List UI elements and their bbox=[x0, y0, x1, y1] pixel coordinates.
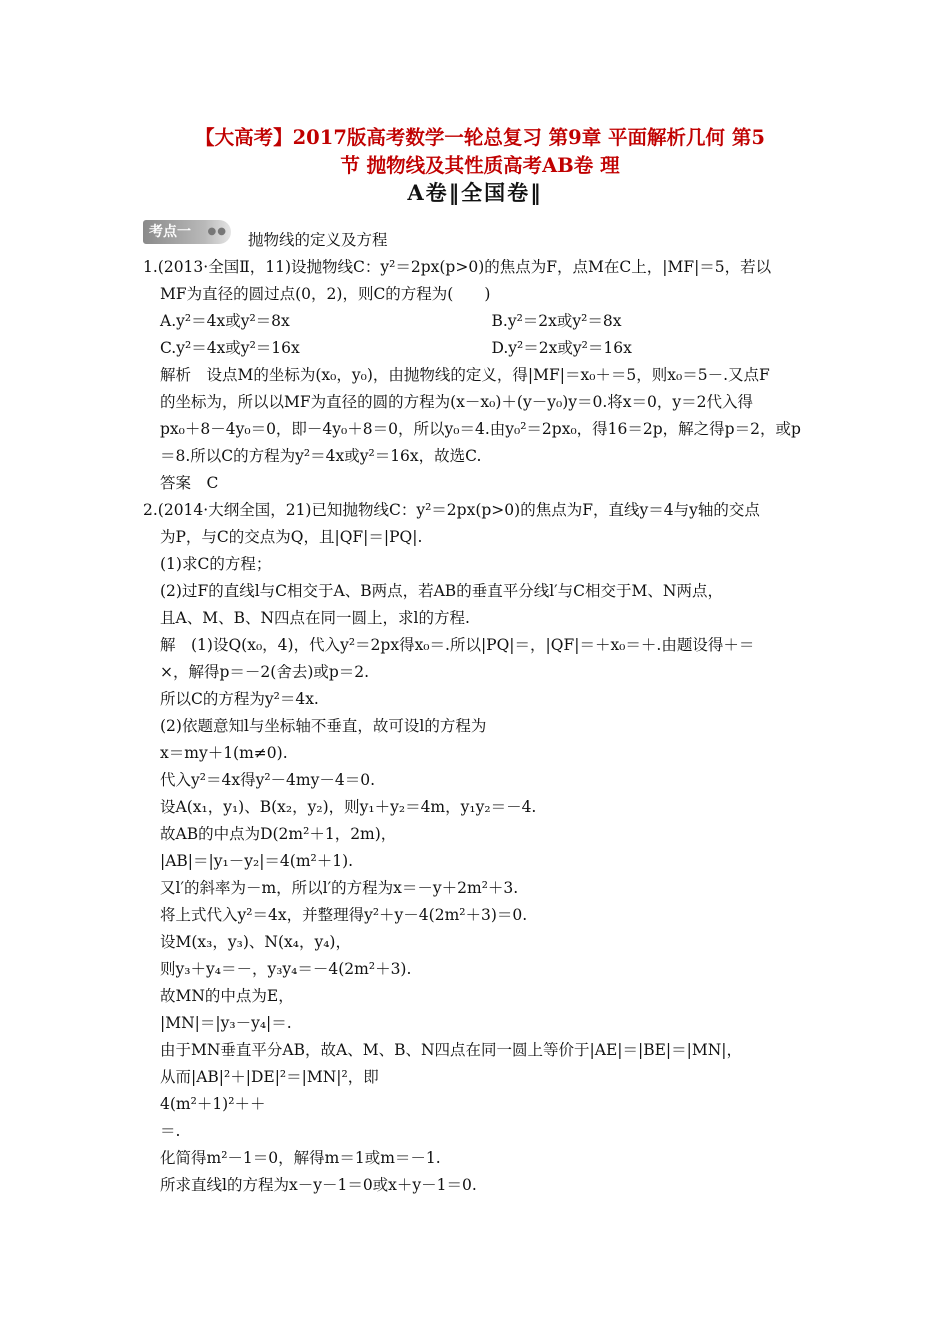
q1-stem-line-1: 1.(2013·全国Ⅱ，11)设抛物线C：y²＝2px(p>0)的焦点为F，点M在C上，|MF|＝5，若以 bbox=[143, 258, 772, 276]
q2-line: 2.(2014·大纲全国，21)已知抛物线C：y²＝2px(p>0)的焦点为F，直线y＝4与y轴的交点 bbox=[143, 501, 760, 519]
q2-line: 4(m²＋1)²＋＋ bbox=[160, 1095, 266, 1113]
q1-analysis-line-3: px₀＋8－4y₀＝0，即－4y₀＋8＝0，所以y₀＝4.由y₀²＝2px₀，得16＝2p，解之得p＝2，或p bbox=[160, 420, 801, 438]
q2-line: ×，解得p＝－2(舍去)或p＝2. bbox=[160, 663, 370, 681]
q2-line: 为P，与C的交点为Q，且|QF|＝|PQ|. bbox=[160, 528, 423, 546]
q2-line: 所以C的方程为y²＝4x. bbox=[160, 690, 319, 708]
q2-line: 化简得m²－1＝0，解得m＝1或m＝－1. bbox=[160, 1149, 441, 1167]
q1-options-row-2 bbox=[143, 335, 823, 362]
q1-option-a: A.y²＝4x或y²＝8x bbox=[160, 312, 290, 330]
q1-analysis-line-2: 的坐标为，所以以MF为直径的圆的方程为(x－x₀)＋(y－y₀)y＝0.将x＝0，y＝2代入得 bbox=[160, 393, 754, 411]
q2-line: 从而|AB|²＋|DE|²＝|MN|²，即 bbox=[160, 1068, 379, 1086]
q1-option-d: D.y²＝2x或y²＝16x bbox=[491, 339, 632, 357]
q2-line: 所求直线l的方程为x－y－1＝0或x＋y－1＝0. bbox=[160, 1176, 477, 1194]
q2-line: |AB|＝|y₁－y₂|＝4(m²＋1). bbox=[160, 852, 354, 870]
q1-answer: 答案 C bbox=[160, 474, 219, 492]
q2-line: 设M(x₃，y₃)、N(x₄，y₄)， bbox=[160, 933, 351, 951]
title-line-1: 【大高考】2017版高考数学一轮总复习 第9章 平面解析几何 第5 bbox=[195, 126, 765, 149]
badge-dots: ●● bbox=[207, 226, 227, 237]
q1-analysis-line-4: ＝8.所以C的方程为y²＝4x或y²＝16x，故选C. bbox=[160, 447, 482, 465]
q2-line: |MN|＝|y₃－y₄|＝. bbox=[160, 1014, 292, 1032]
topic-badge-label: 考点一 bbox=[149, 224, 191, 240]
document-body bbox=[143, 254, 823, 1199]
q2-line: 且A、M、B、N四点在同一圆上，求l的方程. bbox=[160, 609, 470, 627]
q2-line: 解 (1)设Q(x₀，4)，代入y²＝2px得x₀＝.所以|PQ|＝，|QF|＝＋x₀＝＋.由题设得＋＝ bbox=[160, 636, 755, 654]
q2-line: 则y₃＋y₄＝－，y₃y₄＝－4(2m²＋3). bbox=[160, 960, 412, 978]
q1-option-c: C.y²＝4x或y²＝16x bbox=[160, 339, 300, 357]
q2-line: 由于MN垂直平分AB，故A、M、B、N四点在同一圆上等价于|AE|＝|BE|＝|MN|， bbox=[160, 1041, 743, 1059]
section-subtitle: A卷‖全国卷‖ bbox=[407, 180, 543, 205]
q2-line: 故MN的中点为E， bbox=[160, 987, 294, 1005]
topic-badge bbox=[143, 220, 231, 244]
title-line-2: 节 抛物线及其性质高考AB卷 理 bbox=[340, 154, 620, 177]
topic-heading: 抛物线的定义及方程 bbox=[248, 231, 388, 249]
q2-line: (1)求C的方程； bbox=[160, 555, 272, 573]
q2-line: ＝. bbox=[160, 1122, 181, 1140]
q2-line: 代入y²＝4x得y²－4my－4＝0. bbox=[160, 771, 376, 789]
q2-line: 故AB的中点为D(2m²＋1，2m)， bbox=[160, 825, 397, 843]
q2-line: 设A(x₁，y₁)、B(x₂，y₂)，则y₁＋y₂＝4m，y₁y₂＝－4. bbox=[160, 798, 537, 816]
q1-option-b: B.y²＝2x或y²＝8x bbox=[491, 312, 622, 330]
q2-line: 又l′的斜率为－m，所以l′的方程为x＝－y＋2m²＋3. bbox=[160, 879, 519, 897]
q2-line: x＝my＋1(m≠0). bbox=[160, 744, 288, 762]
q1-stem-line-2: MF为直径的圆过点(0，2)，则C的方程为( ) bbox=[160, 285, 491, 303]
q1-analysis-line-1: 解析 设点M的坐标为(x₀，y₀)，由抛物线的定义，得|MF|＝x₀＋＝5，则x₀＝5－.又点F bbox=[160, 366, 770, 384]
q2-line: (2)过F的直线l与C相交于A、B两点，若AB的垂直平分线l′与C相交于M、N两点， bbox=[160, 582, 723, 600]
q2-line: (2)依题意知l与坐标轴不垂直，故可设l的方程为 bbox=[160, 717, 487, 735]
q2-line: 将上式代入y²＝4x，并整理得y²＋y－4(2m²＋3)＝0. bbox=[160, 906, 528, 924]
q1-options-row-1 bbox=[143, 308, 823, 335]
document-title bbox=[120, 124, 840, 180]
